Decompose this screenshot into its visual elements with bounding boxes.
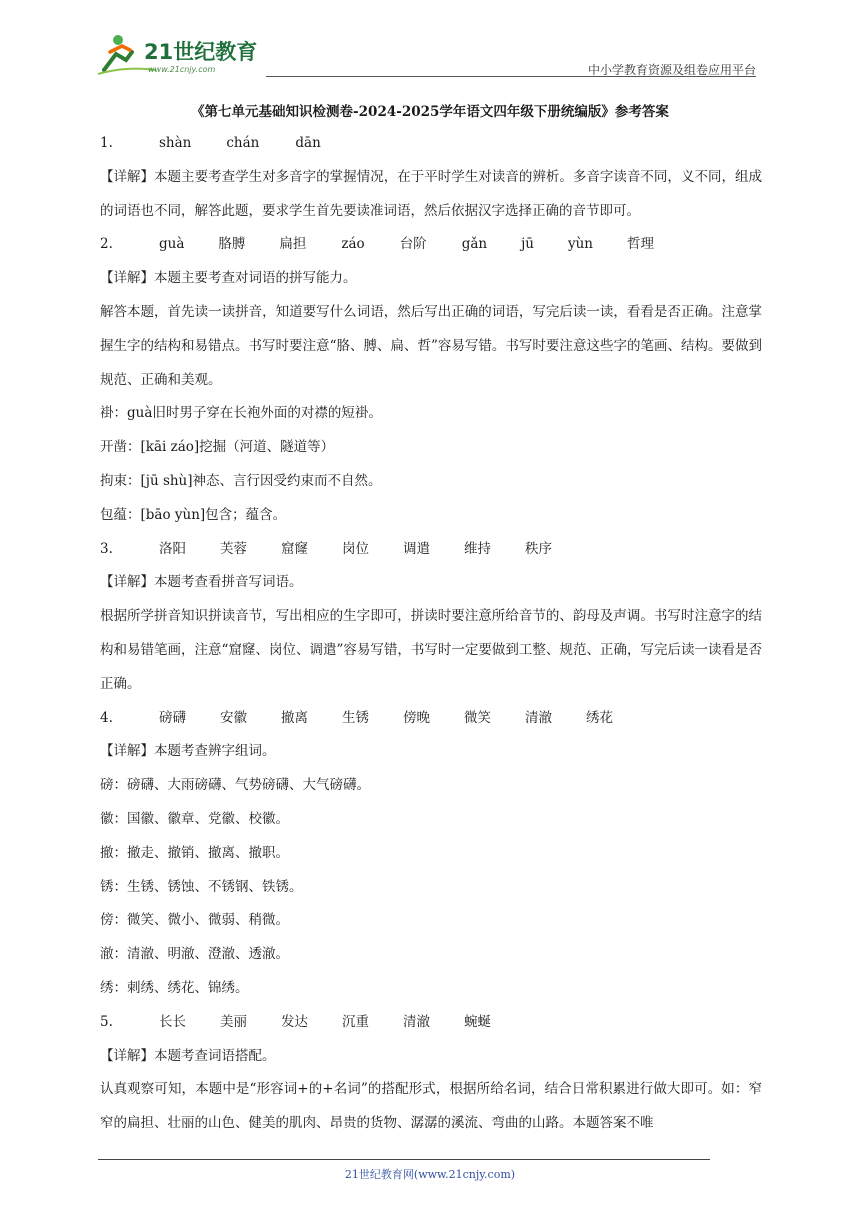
q4-note-5: 傍：微笑、微小、微弱、稍微。 (100, 912, 289, 929)
q4-answer-4: 生锈 (342, 709, 369, 726)
q5-answer-3: 发达 (281, 1013, 308, 1030)
q4-answer-2: 安徽 (220, 709, 247, 726)
document-title: 《第七单元基础知识检测卷-2024-2025学年语文四年级下册统编版》参考答案 (191, 104, 669, 120)
q1-answer-row (100, 127, 762, 161)
q4-answer-8: 绣花 (586, 709, 613, 726)
q2-answer-9: 哲理 (627, 236, 654, 253)
q2-answer-1: guà (159, 236, 185, 253)
q4-answer-3: 撤离 (281, 709, 308, 726)
q2-answer-7: jū (521, 236, 534, 253)
q3-number: 3. (100, 540, 113, 557)
q3-answer-5: 调遣 (403, 540, 430, 557)
q2-answer-3: 扁担 (279, 236, 307, 253)
q2-note-4: 包蕴：[bāo yùn]包含；蕴含。 (100, 506, 287, 523)
q4-answer-5: 傍晚 (403, 709, 430, 726)
q4-detail-intro: 【详解】本题考查辨字组词。 (100, 743, 276, 760)
q5-detail-intro: 【详解】本题考查词语搭配。 (100, 1047, 276, 1064)
q3-answer-3: 窟窿 (281, 540, 308, 557)
q5-detail: 认真观察可知，本题中是“形容词+的+名词”的搭配形式，根据所给名词，结合日常积累进行做大即可。如：窄窄的扁担、壮丽的山色、健美的肌肉、昂贵的货物、潺潺的溪流、弯曲的山路。本题答案不唯 (100, 1081, 762, 1132)
q2-note-3: 拘束：[jū shù]神态、言行因受约束而不自然。 (100, 472, 382, 489)
q1-detail: 【详解】本题主要考查学生对多音字的掌握情况，在于平时学生对读音的辨析。多音字读音不同，义不同，组成的词语也不同，解答此题，要求学生首先要读准词语，然后依据汉字选择正确的音节即可。 (100, 168, 762, 219)
q5-answer-2: 美丽 (220, 1013, 247, 1030)
q3-answer-row (100, 533, 762, 567)
q4-note-6: 澈：清澈、明澈、澄澈、透澈。 (100, 946, 289, 963)
q4-note-2: 徽：国徽、徽章、党徽、校徽。 (100, 810, 289, 827)
q4-note-3: 撤：撤走、撤销、撤离、撤职。 (100, 844, 289, 861)
platform-name: 中小学教育资源及组卷应用平台 (587, 63, 756, 77)
q2-answer-4: záo (341, 236, 365, 253)
q2-detail: 解答本题，首先读一读拼音，知道要写什么词语，然后写出正确的词语，写完后读一读，看看是否正确。注意掌握生字的结构和易错点。书写时要注意“胳、膊、扁、哲”容易写错。书写时要注意这些字的笔画、结构。要做到规范、正确和美观。 (100, 303, 762, 388)
q3-detail: 根据所学拼音知识拼读音节，写出相应的生字即可，拼读时要注意所给音节的、韵母及声调。书写时注意字的结构和易错笔画，注意“窟窿、岗位、调遣”容易写错，书写时一定要做到工整、规范、正确，写完后读一读看是否正确。 (100, 608, 762, 692)
logo-url: www.21cnjy.com (148, 65, 216, 74)
q3-answer-6: 维持 (464, 540, 491, 557)
q2-answer-8: yùn (567, 236, 593, 253)
q2-number: 2. (100, 236, 113, 253)
header-rule (266, 76, 756, 77)
q2-answer-5: 台阶 (399, 236, 427, 253)
logo-text: 21世纪教育 (144, 40, 258, 64)
q5-number: 5. (100, 1013, 113, 1030)
footer-rule (98, 1159, 710, 1160)
q4-answer-6: 微笑 (464, 709, 491, 726)
q3-answer-4: 岗位 (342, 540, 369, 557)
q1-number: 1. (100, 135, 113, 151)
q5-answer-4: 沉重 (342, 1013, 369, 1030)
page-header (96, 30, 756, 78)
answer-content (100, 127, 762, 1141)
page-footer: 21世纪教育网(www.21cnjy.com) (344, 1168, 516, 1181)
q4-note-4: 锈：生锈、锈蚀、不锈钢、铁锈。 (100, 878, 303, 895)
q2-note-1: 褂：guà旧时男子穿在长袍外面的对襟的短褂。 (100, 405, 382, 422)
q1-answer-2: chán (226, 135, 260, 151)
q2-answer-row (100, 228, 762, 262)
q3-detail-intro: 【详解】本题考查看拼音写词语。 (100, 574, 303, 591)
q2-detail-intro: 【详解】本题主要考查对词语的拼写能力。 (100, 270, 357, 287)
q1-answer-3: dān (295, 135, 321, 151)
q4-number: 4. (100, 709, 113, 726)
q4-answer-1: 磅礴 (159, 709, 186, 726)
q3-answer-7: 秩序 (525, 540, 552, 557)
q3-answer-2: 芙蓉 (220, 540, 247, 557)
q2-answer-6: gǎn (461, 236, 488, 253)
q1-answer-1: shàn (159, 135, 192, 151)
q5-answer-6: 蜿蜒 (464, 1013, 491, 1030)
q4-note-1: 磅：磅礴、大雨磅礴、气势磅礴、大气磅礴。 (100, 777, 370, 794)
q5-answer-1: 长长 (159, 1013, 186, 1030)
q2-answer-2: 胳膊 (218, 236, 246, 253)
q5-answer-5: 清澈 (403, 1013, 430, 1030)
q4-answer-row (100, 702, 762, 736)
q4-answer-7: 清澈 (525, 709, 552, 726)
q4-note-7: 绣：刺绣、绣花、锦绣。 (100, 979, 249, 996)
q3-answer-1: 洛阳 (159, 540, 186, 557)
q2-note-2: 开凿：[kāi záo]挖掘（河道、隧道等） (100, 439, 335, 456)
logo (96, 30, 266, 78)
q5-answer-row (100, 1006, 762, 1040)
